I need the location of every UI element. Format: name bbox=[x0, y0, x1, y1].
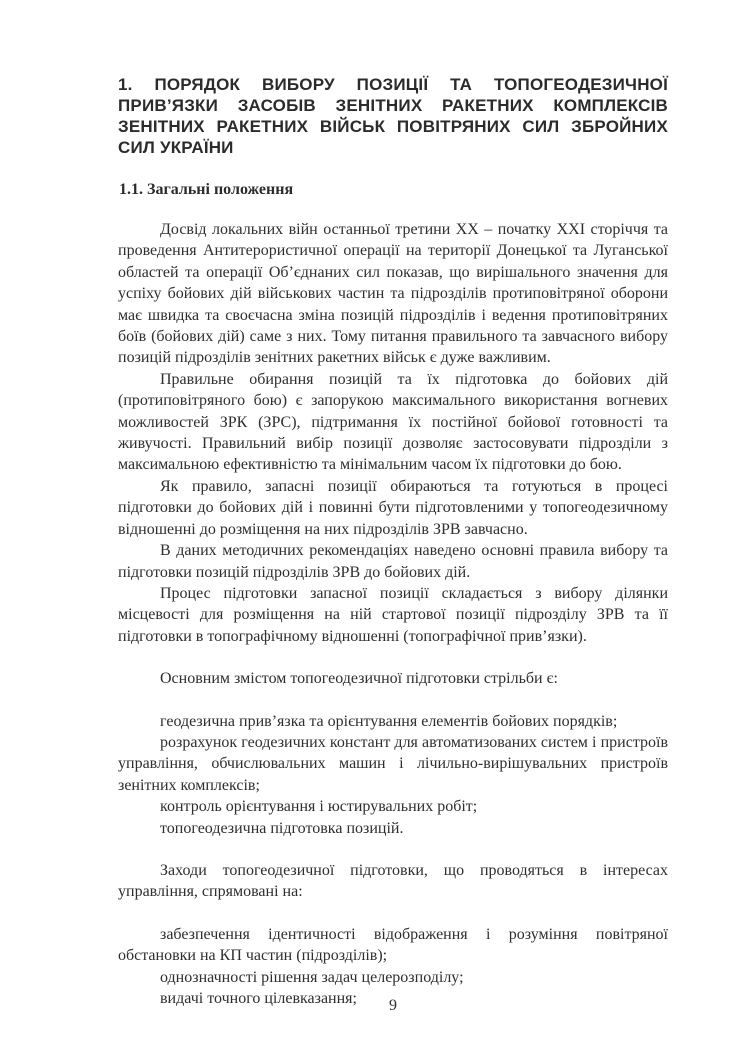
section-title: 1.1. Загальні положення bbox=[119, 181, 294, 198]
list-item: топогеодезична підготовка позицій. bbox=[160, 819, 404, 837]
paragraph: Як правило, запасні позиції обираються та готуються в процесі підготовки до бойових дій і повинні бути підготовленими у топогеодезичному відношенні до розміщення на них підрозділів ЗРВ завчасно. bbox=[118, 477, 668, 538]
paragraph: Правильне обирання позицій та їх підготовка до бойових дій (протиповітряного бою) є запорукою максимального використання вогневих можливостей ЗРК (ЗРС), підтримання їх постійної бойової готовності та живучості. Правильний вибір позиції дозволяє застосовувати підрозділи з максимальною ефективністю та мінімальним часом їх підготовки до бою. bbox=[118, 370, 668, 474]
list-item: однозначності рішення задач целерозподілу; bbox=[160, 968, 464, 986]
list-item: забезпечення ідентичності відображення і розуміння повітряної обстановки на КП частин (підрозділів); bbox=[118, 925, 668, 965]
body-text bbox=[118, 219, 668, 1009]
list-item: контроль орієнтування і юстирувальних робіт; bbox=[160, 798, 478, 816]
paragraph: В даних методичних рекомендаціях наведено основні правила вибору та підготовки позицій підрозділів ЗРВ до бойових дій. bbox=[118, 542, 668, 581]
list-item: видачі точного цілевказання; bbox=[160, 990, 357, 1007]
document-page bbox=[118, 0, 668, 1061]
paragraph: Заходи топогеодезичної підготовки, що проводяться в інтересах управління, спрямовані на: bbox=[118, 861, 668, 901]
paragraph: Процес підготовки запасної позиції складається з вибору ділянки місцевості для розміщення на ній стартової позиції підрозділу ЗРВ та її підготовки в топографічному відношенні (топографічної прив’язки). bbox=[118, 584, 668, 645]
paragraph: Основним змістом топогеодезичної підготовки стрільби є: bbox=[160, 670, 558, 688]
chapter-title: 1. ПОРЯДОК ВИБОРУ ПОЗИЦІЇ ТА ТОПОГЕОДЕЗИЧНОЇ ПРИВ’ЯЗКИ ЗАСОБІВ ЗЕНІТНИХ РАКЕТНИХ КОМПЛЕКСІВ ЗЕНІТНИХ РАКЕТНИХ ВІЙСЬК ПОВІТРЯНИХ СИЛ ЗБРОЙНИХ СИЛ УКРАЇНИ bbox=[118, 75, 668, 157]
list-item: геодезична прив’язка та орієнтування елементів бойових порядків; bbox=[160, 712, 618, 730]
list-item: розрахунок геодезичних констант для автоматизованих систем і пристроїв управління, обчислювальних машин і лічильно-вирішувальних пристроїв зенітних комплексів; bbox=[118, 733, 668, 794]
paragraph: Досвід локальних війн останньої третини XX – початку XXI сторіччя та проведення Антитерористичної операції на території Донецької та Луганської областей та операції Об’єднаних сил показав, що вирішального значення для успіху бойових дій військових частин та підрозділів протиповітряної оборони має швидка та своєчасна зміна позицій підрозділів і ведення протиповітряних боїв (бойових дій) саме з них. Тому питання правильного та завчасного вибору позицій підрозділів зенітних ракетних військ є дуже важливим. bbox=[118, 221, 668, 367]
page-number: 9 bbox=[389, 997, 397, 1014]
